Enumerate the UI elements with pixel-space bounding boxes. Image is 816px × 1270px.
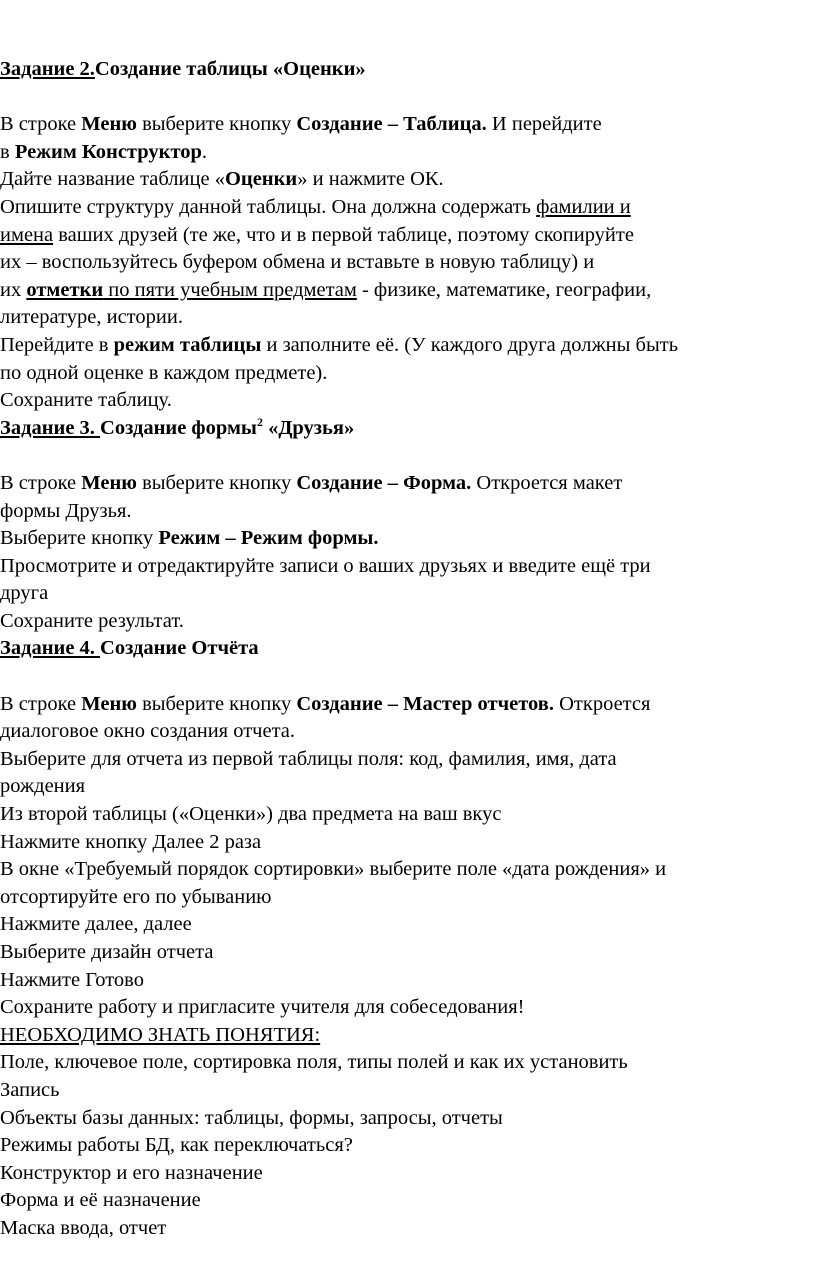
text-run: » и нажмите ОК. <box>297 168 444 191</box>
text-run: ваших друзей (те же, что и в первой таблице, поэтому скопируйте <box>53 223 634 246</box>
text-run: Выберите кнопку <box>0 527 159 550</box>
text-run: . <box>201 140 208 163</box>
text-run: В строке <box>0 692 82 715</box>
text-run: Объекты базы данных: таблицы, формы, запросы, отчеты <box>0 1106 503 1129</box>
bold-text: Создание таблицы «Оценки» <box>94 58 366 80</box>
spacer <box>0 442 812 470</box>
text-run: диалоговое окно создания отчета. <box>0 720 296 743</box>
task4-line <box>0 829 812 857</box>
task4-heading <box>0 635 812 663</box>
bold-text: Оценки <box>224 168 298 191</box>
bold-text: Меню <box>81 692 137 715</box>
concepts-line <box>0 1049 812 1077</box>
concepts-line <box>0 1215 812 1243</box>
underlined-text: фамилии и <box>536 195 631 218</box>
text-run: их – воспользуйтесь буфером обмена и вставьте в новую таблицу) и <box>0 251 595 274</box>
task4-line <box>0 773 812 801</box>
text-run: Запись <box>0 1078 60 1101</box>
bold-text: Режим – Режим формы. <box>158 527 379 550</box>
text-run: по одной оценке в каждом предмете). <box>0 361 328 384</box>
text-run: выберите кнопку <box>136 471 297 494</box>
task3-line <box>0 608 812 636</box>
concepts-line <box>0 1105 812 1133</box>
bold-text: «Друзья» <box>262 416 355 439</box>
text-run: Нажмите Готово <box>0 968 144 991</box>
bold-text: Создание – Таблица. <box>296 113 487 136</box>
text-run: Поле, ключевое поле, сортировка поля, типы полей и как их установить <box>0 1051 628 1074</box>
text-run: Откроется макет <box>471 471 623 494</box>
text-run: В строке <box>0 471 82 494</box>
spacer <box>0 663 812 691</box>
task3-heading <box>0 415 812 443</box>
task3-line <box>0 470 812 498</box>
task2-heading <box>0 56 812 84</box>
text-run: Нажмите далее, далее <box>0 913 192 936</box>
concepts-line <box>0 1077 812 1105</box>
task4-body <box>0 691 812 1022</box>
bold-text: Создание Отчёта <box>100 637 259 660</box>
text-run: Нажмите кнопку Далее 2 раза <box>0 830 262 853</box>
task4-line <box>0 967 812 995</box>
text-run: Дайте название таблице « <box>0 168 225 191</box>
underlined-text: по пяти учебным предметам <box>103 278 357 301</box>
task2-line <box>0 277 812 305</box>
text-run: Перейдите в <box>0 333 114 356</box>
text-run: литературе, истории. <box>0 306 183 329</box>
concepts-heading <box>0 1022 812 1050</box>
underlined-text: имена <box>0 223 54 246</box>
task2-line <box>0 166 812 194</box>
text-run: Откроется <box>553 692 651 715</box>
text-run: Маска ввода, отчет <box>0 1216 167 1239</box>
text-run: Сохраните результат. <box>0 609 184 632</box>
text-run: формы Друзья. <box>0 499 132 522</box>
task2-line <box>0 222 812 250</box>
text-run: и заполните её. (У каждого друга должны быть <box>261 333 679 356</box>
bold-text: 2 <box>256 414 263 429</box>
text-run: Выберите для отчета из первой таблицы поля: код, фамилия, имя, дата <box>0 747 617 770</box>
task4-line <box>0 884 812 912</box>
text-run: Сохраните работу и пригласите учителя для собеседования! <box>0 996 525 1019</box>
task2-line <box>0 139 812 167</box>
concepts-body <box>0 1049 812 1242</box>
task3-line <box>0 525 812 553</box>
task2-line <box>0 111 812 139</box>
task2-line <box>0 194 812 222</box>
spacer <box>0 84 812 112</box>
task3-line <box>0 553 812 581</box>
document-page <box>0 56 812 1243</box>
text-run: Конструктор и его назначение <box>0 1161 263 1184</box>
text-run: Сохраните таблицу. <box>0 389 172 412</box>
bold-text: Создание – Форма. <box>296 471 472 494</box>
task2-line <box>0 387 812 415</box>
concepts-line <box>0 1160 812 1188</box>
text-run: В строке <box>0 113 82 136</box>
text-run: Из второй таблицы («Оценки») два предмета на ваш вкус <box>0 803 502 826</box>
text-run: отсортируйте его по убыванию <box>0 885 272 908</box>
task4-line <box>0 801 812 829</box>
text-run: - физике, математике, географии, <box>356 278 652 301</box>
task4-line <box>0 691 812 719</box>
text-run: Опишите структуру данной таблицы. Она должна содержать <box>0 195 537 218</box>
task2-line <box>0 249 812 277</box>
task4-line <box>0 911 812 939</box>
task2-line <box>0 304 812 332</box>
text-run: их <box>0 278 27 301</box>
underlined-text: Задание 3. <box>0 416 101 439</box>
text-run: рождения <box>0 775 86 798</box>
task3-line <box>0 580 812 608</box>
task4-line <box>0 939 812 967</box>
underlined-text: отметки <box>26 278 104 301</box>
text-run: Просмотрите и отредактируйте записи о ваших друзьях и введите ещё три <box>0 554 651 577</box>
task4-line <box>0 994 812 1022</box>
task3-line <box>0 498 812 526</box>
text-run: И перейдите <box>486 113 602 136</box>
text-run: друга <box>0 582 49 605</box>
bold-text: режим таблицы <box>113 333 262 356</box>
task2-line <box>0 332 812 360</box>
text-run: Выберите дизайн отчета <box>0 941 214 963</box>
bold-text: Меню <box>81 113 137 136</box>
task4-line <box>0 718 812 746</box>
text-run: Режимы работы БД, как переключаться? <box>0 1134 353 1157</box>
underlined-text: Задание 2. <box>0 58 95 80</box>
bold-text: Создание формы <box>100 416 257 439</box>
bold-text: Режим Конструктор <box>14 140 202 163</box>
task2-line <box>0 360 812 388</box>
task4-line <box>0 856 812 884</box>
task4-line <box>0 746 812 774</box>
text-run: Форма и её назначение <box>0 1189 201 1212</box>
bold-text: Создание – Мастер отчетов. <box>296 692 554 715</box>
task3-body <box>0 470 812 636</box>
task2-body <box>0 111 812 415</box>
underlined-text: НЕОБХОДИМО ЗНАТЬ ПОНЯТИЯ: <box>0 1023 321 1046</box>
text-run: выберите кнопку <box>136 692 297 715</box>
underlined-text: Задание 4. <box>0 637 101 660</box>
concepts-line <box>0 1187 812 1215</box>
text-run: в <box>0 140 15 163</box>
bold-text: Меню <box>81 471 137 494</box>
text-run: выберите кнопку <box>136 113 297 136</box>
text-run: В окне «Требуемый порядок сортировки» выберите поле «дата рождения» и <box>0 858 667 881</box>
concepts-line <box>0 1132 812 1160</box>
